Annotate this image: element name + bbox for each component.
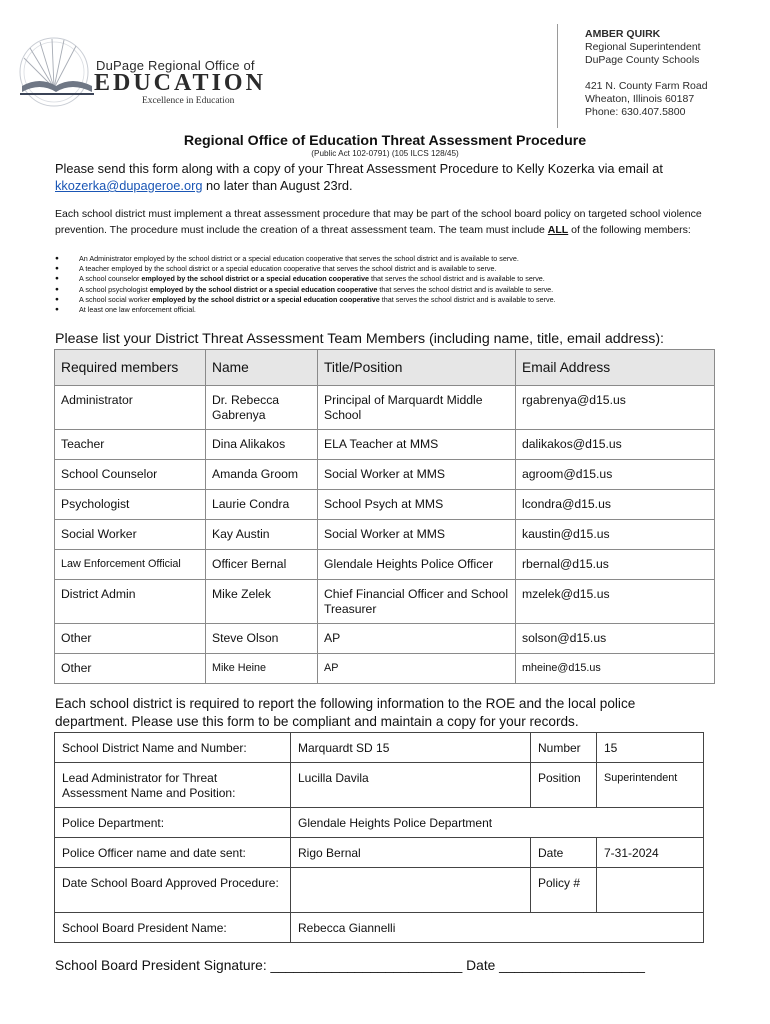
cell-role: Other [55, 624, 206, 654]
address-line-1: 421 N. County Farm Road [585, 80, 708, 92]
header-divider [557, 24, 558, 128]
cell-role: Administrator [55, 386, 206, 430]
number-label: Number [531, 733, 597, 763]
report-heading: Each school district is required to report the following information to the ROE and the local police department. Please use this form to be compliant and maintain a copy for your records. [55, 696, 636, 729]
member-requirements-list [55, 254, 735, 315]
cell-role: Law Enforcement Official [55, 550, 206, 580]
cell-role: District Admin [55, 580, 206, 624]
police-dept-label: Police Department: [55, 808, 291, 838]
table-row [55, 763, 704, 808]
requirement-before: Each school district must implement a threat assessment procedure that may be part of the school board policy on targeted school violence prevention. The procedure must include the creation of a threat assessment team. The team must include [55, 208, 702, 236]
list-item: ● A school social worker employed by the school district or a special education cooperative that serves the school district and is available to serve. [55, 295, 735, 305]
column-header-role: Required members [55, 350, 206, 386]
date-value[interactable]: 7-31-2024 [597, 838, 704, 868]
table-row [55, 808, 704, 838]
cell-name[interactable]: Officer Bernal [206, 550, 318, 580]
list-item: ● A school psychologist employed by the school district or a special education cooperative that serves the school district and is available to serve. [55, 285, 735, 295]
logo-org-word: EDUCATION [94, 70, 266, 96]
table-row [55, 733, 704, 763]
cell-title[interactable]: School Psych at MMS [318, 490, 516, 520]
cell-email[interactable]: lcondra@d15.us [516, 490, 715, 520]
table-row [55, 654, 715, 684]
policy-value[interactable] [597, 868, 704, 913]
cell-title[interactable]: Social Worker at MMS [318, 520, 516, 550]
cell-role: Teacher [55, 430, 206, 460]
list-item: ● A school counselor employed by the school district or a special education cooperative that serves the school district and is available to serve. [55, 274, 735, 284]
list-item: ● A teacher employed by the school district or a special education cooperative that serves the school district and is available to serve. [55, 264, 735, 274]
table-row [55, 520, 715, 550]
column-header-name: Name [206, 350, 318, 386]
superintendent-title: Regional Superintendent [585, 41, 701, 53]
board-president-label: School Board President Name: [55, 913, 291, 943]
cell-title[interactable]: Chief Financial Officer and School Treasurer [318, 580, 516, 624]
requirement-after: of the following members: [568, 223, 691, 236]
contact-email-link[interactable]: kkozerka@dupageroe.org [55, 178, 203, 193]
column-header-email: Email Address [516, 350, 715, 386]
requirement-paragraph [55, 207, 720, 238]
table-row [55, 430, 715, 460]
table-row [55, 838, 704, 868]
number-value[interactable]: 15 [597, 733, 704, 763]
team-table-heading: Please list your District Threat Assessment Team Members (including name, title, email address): [55, 331, 664, 347]
cell-title[interactable]: Social Worker at MMS [318, 460, 516, 490]
cell-name[interactable]: Amanda Groom [206, 460, 318, 490]
cell-email[interactable]: rgabrenya@d15.us [516, 386, 715, 430]
requirement-emphasis: ALL [547, 223, 569, 236]
cell-role: Other [55, 654, 206, 684]
list-item: ● At least one law enforcement official. [55, 305, 735, 315]
cell-email[interactable]: kaustin@d15.us [516, 520, 715, 550]
table-row [55, 624, 715, 654]
table-row [55, 913, 704, 943]
cell-email[interactable]: dalikakos@d15.us [516, 430, 715, 460]
team-members-table [54, 349, 715, 684]
cell-email[interactable]: rbernal@d15.us [516, 550, 715, 580]
table-row [55, 386, 715, 430]
cell-email[interactable]: solson@d15.us [516, 624, 715, 654]
signature-line[interactable]: School Board President Signature: _________________________ Date ___________________ [55, 958, 645, 973]
cell-role: Psychologist [55, 490, 206, 520]
contact-block [585, 28, 708, 119]
district-label: School District Name and Number: [55, 733, 291, 763]
page-title: Regional Office of Education Threat Assessment Procedure [183, 133, 587, 149]
address-line-2: Wheaton, Illinois 60187 [585, 93, 695, 105]
district-value[interactable]: Marquardt SD 15 [291, 733, 531, 763]
board-president-value[interactable]: Rebecca Giannelli [291, 913, 704, 943]
cell-title[interactable]: Glendale Heights Police Officer [318, 550, 516, 580]
cell-email[interactable]: agroom@d15.us [516, 460, 715, 490]
table-row [55, 550, 715, 580]
officer-value[interactable]: Rigo Bernal [291, 838, 531, 868]
board-approved-value[interactable] [291, 868, 531, 913]
intro-text [55, 160, 735, 194]
logo-org-name: DuPage Regional Office of [96, 58, 255, 73]
cell-name[interactable]: Kay Austin [206, 520, 318, 550]
cell-name[interactable]: Mike Zelek [206, 580, 318, 624]
page-subtitle: (Public Act 102-0791) (105 ILCS 128/45) [311, 149, 459, 158]
table-row [55, 580, 715, 624]
list-item: ● An Administrator employed by the school district or a special education cooperative that serves the school district and is available to serve. [55, 254, 735, 264]
cell-email[interactable]: mheine@d15.us [516, 654, 715, 684]
cell-role: Social Worker [55, 520, 206, 550]
lead-admin-value[interactable]: Lucilla Davila [291, 763, 531, 808]
position-value[interactable]: Superintendent [597, 763, 704, 808]
cell-title[interactable]: Principal of Marquardt Middle School [318, 386, 516, 430]
cell-title[interactable]: AP [318, 624, 516, 654]
intro-after: no later than August 23rd. [202, 178, 353, 193]
district-info-table [54, 732, 704, 943]
table-row [55, 460, 715, 490]
table-row [55, 490, 715, 520]
cell-name[interactable]: Laurie Condra [206, 490, 318, 520]
cell-email[interactable]: mzelek@d15.us [516, 580, 715, 624]
cell-name[interactable]: Dina Alikakos [206, 430, 318, 460]
phone: Phone: 630.407.5800 [585, 106, 686, 118]
date-label: Date [531, 838, 597, 868]
intro-before: Please send this form along with a copy of your Threat Assessment Procedure to Kelly Kozerka via email at [55, 161, 663, 176]
cell-title[interactable]: ELA Teacher at MMS [318, 430, 516, 460]
table-header-row [55, 350, 715, 386]
cell-name[interactable]: Mike Heine [206, 654, 318, 684]
officer-label: Police Officer name and date sent: [55, 838, 291, 868]
superintendent-name: AMBER QUIRK [585, 28, 661, 40]
cell-name[interactable]: Steve Olson [206, 624, 318, 654]
lead-admin-label: Lead Administrator for Threat Assessment Name and Position: [55, 763, 291, 808]
cell-role: School Counselor [55, 460, 206, 490]
policy-label: Policy # [531, 868, 597, 913]
cell-name[interactable]: Dr. Rebecca Gabrenya [206, 386, 318, 430]
police-dept-value[interactable]: Glendale Heights Police Department [291, 808, 704, 838]
position-label: Position [531, 763, 597, 808]
logo-tagline: Excellence in Education [142, 96, 235, 106]
cell-title[interactable]: AP [318, 654, 516, 684]
table-row [55, 868, 704, 913]
org-name: DuPage County Schools [585, 54, 700, 66]
board-approved-label: Date School Board Approved Procedure: [55, 868, 291, 913]
column-header-title: Title/Position [318, 350, 516, 386]
